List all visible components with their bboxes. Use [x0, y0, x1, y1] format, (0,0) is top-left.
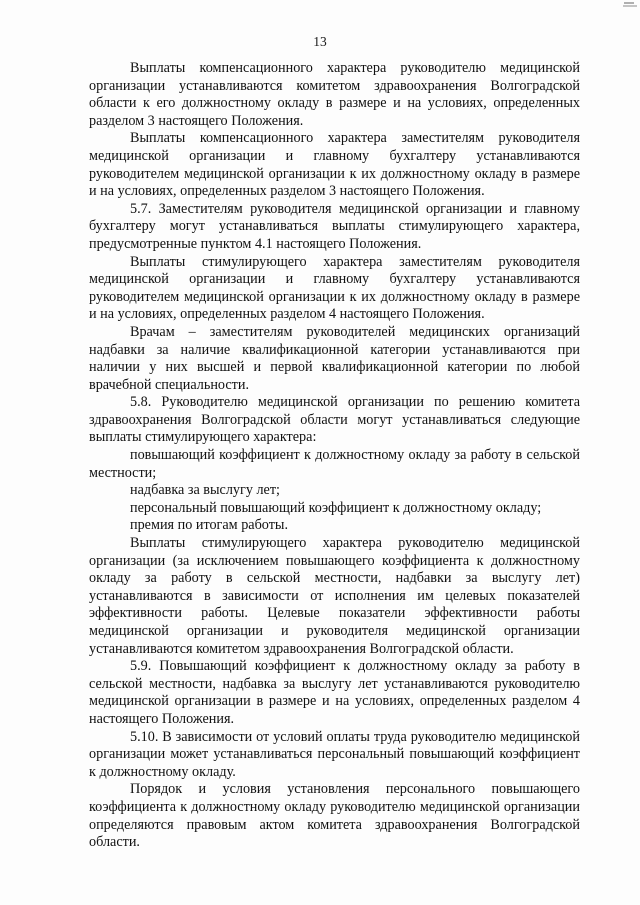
list-item: премия по итогам работы.	[130, 517, 288, 534]
list-item: персональный повышающий коэффициент к должностному окладу;	[130, 499, 542, 516]
paragraph: Порядок и условия установления персонального повышающего коэффициента к должностному окладу руководителю медицинской организации определяются правовым актом комитета здравоохранения Волгоградской области.	[89, 781, 580, 851]
document-text	[89, 60, 580, 852]
paragraph: Выплаты компенсационного характера руководителю медицинской организации устанавливаются комитетом здравоохранения Волгоградской области к его должностному окладу в размере и на условиях, определенных разделом 3 настоящего Положения.	[89, 60, 580, 129]
paragraph-section-5-7: 5.7. Заместителям руководителя медицинской организации и главному бухгалтеру могут устанавливаться выплаты стимулирующего характера, предусмотренные пунктом 4.1 настоящего Положения.	[89, 200, 580, 252]
paragraph: Выплаты стимулирующего характера заместителям руководителя медицинской организации и главному бухгалтеру устанавливаются руководителем медицинской организации к их должностному окладу в размере и на условиях, определенных разделом 4 настоящего Положения.	[89, 253, 580, 323]
paragraph-section-5-10: 5.10. В зависимости от условий оплаты труда руководителю медицинской организации может устанавливаться персональный повышающий коэффициент к должностному окладу.	[89, 728, 580, 780]
paragraph-section-5-8: 5.8. Руководителю медицинской организации по решению комитета здравоохранения Волгоградской области могут устанавливаться следующие выплаты стимулирующего характера:	[89, 394, 580, 446]
paragraph-section-5-9: 5.9. Повышающий коэффициент к должностному окладу за работу в сельской местности, надбавка за выслугу лет устанавливаются руководителю медицинской организации в размере и на условиях, определенных разделом 4 настоящего Положения.	[89, 658, 580, 727]
paragraph: Выплаты стимулирующего характера руководителю медицинской организации (за исключением повышающего коэффициента к должностному окладу за работу в сельской местности, надбавки за выслугу лет) устанавливаются в зависимости от исполнения им целевых показателей эффективности работы. Целевые показатели эффективности работы медицинской организации и руководителя медицинской организации устанавливаются комитетом здравоохранения Волгоградской области.	[89, 535, 580, 657]
page-number: 13	[313, 34, 327, 49]
scan-mark	[623, 5, 637, 7]
scan-mark	[624, 2, 634, 4]
paragraph: Врачам – заместителям руководителей медицинских организаций надбавки за наличие квалификационной категории устанавливаются при наличии у них высшей и первой квалификационной категории по любой врачебной специальности.	[89, 323, 580, 393]
list-item: надбавка за выслугу лет;	[130, 482, 280, 499]
paragraph: Выплаты компенсационного характера заместителям руководителя медицинской организации и главному бухгалтеру устанавливаются руководителем медицинской организации к их должностному окладу в размере и на условиях, определенных разделом 3 настоящего Положения.	[89, 130, 580, 200]
list-item: повышающий коэффициент к должностному окладу за работу в сельской местности;	[89, 447, 580, 481]
